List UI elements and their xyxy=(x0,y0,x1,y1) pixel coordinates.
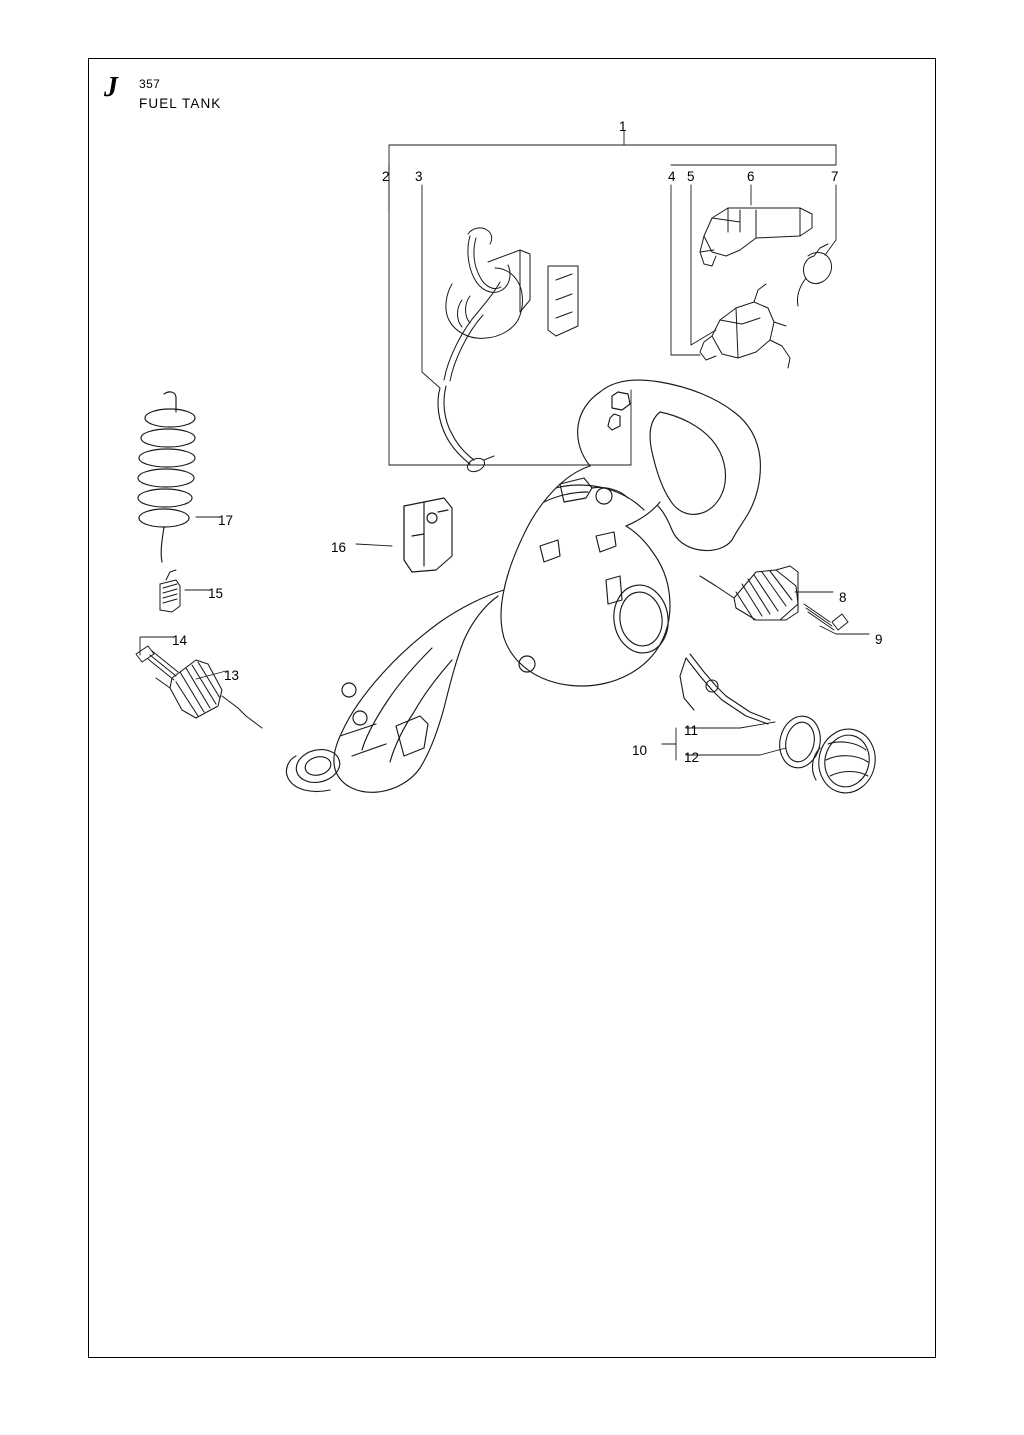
callout-8: 8 xyxy=(839,590,847,605)
callout-layer xyxy=(88,58,936,1358)
callout-11: 11 xyxy=(684,723,699,738)
section-title: FUEL TANK xyxy=(139,96,222,111)
callout-12: 12 xyxy=(684,750,700,765)
callout-14: 14 xyxy=(172,633,188,648)
callout-13: 13 xyxy=(224,668,240,683)
callout-7: 7 xyxy=(831,169,839,184)
callout-2: 2 xyxy=(382,169,390,184)
callout-15: 15 xyxy=(208,586,224,601)
model-number: 357 xyxy=(139,77,161,91)
callout-4: 4 xyxy=(668,169,676,184)
callout-17: 17 xyxy=(218,513,234,528)
callout-9: 9 xyxy=(875,632,883,647)
callout-5: 5 xyxy=(687,169,695,184)
section-letter: J xyxy=(104,72,118,103)
callout-10: 10 xyxy=(632,743,648,758)
callout-1: 1 xyxy=(619,119,627,134)
callout-6: 6 xyxy=(747,169,755,184)
callout-16: 16 xyxy=(331,540,347,555)
callout-3: 3 xyxy=(415,169,423,184)
